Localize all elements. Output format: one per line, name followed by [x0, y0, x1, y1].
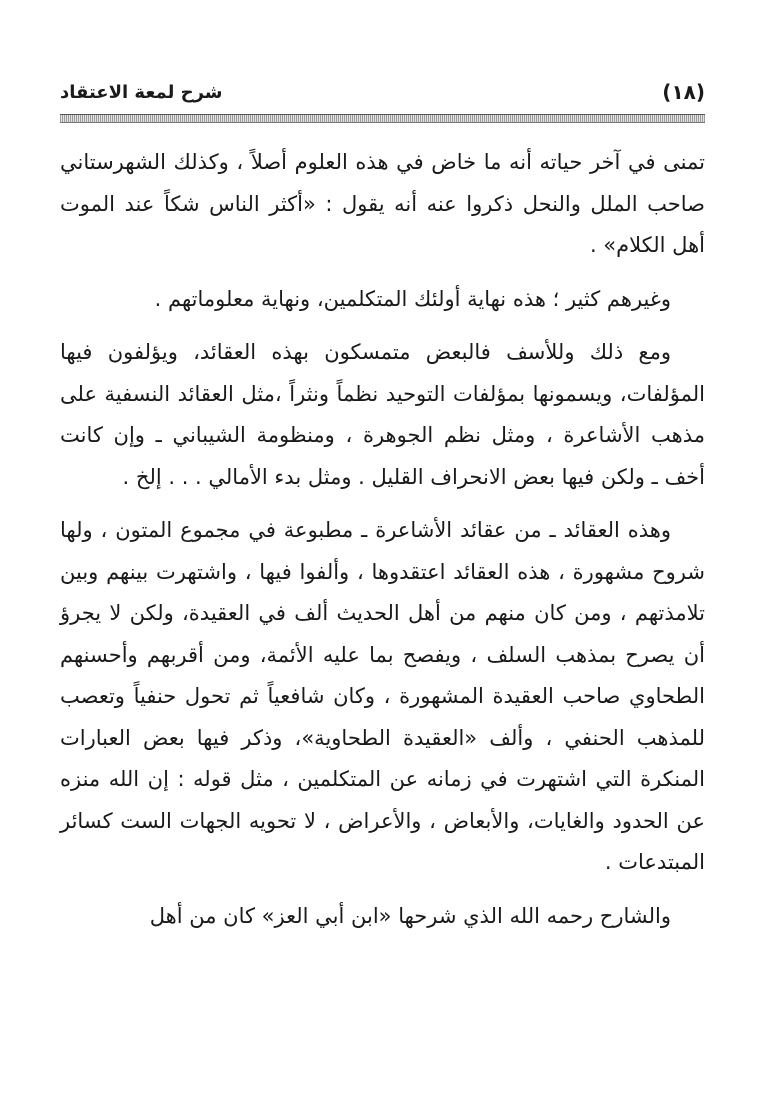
header-rule [60, 114, 705, 123]
body-text [60, 142, 705, 949]
page-number: (١٨) [662, 80, 705, 104]
page-header [60, 80, 705, 110]
running-title: شرح لمعة الاعتقاد [60, 82, 223, 103]
paragraph-5: والشارح رحمه الله الذي شرحها «ابن أبي العز» كان من أهل [149, 903, 671, 928]
paragraph-4: وهذه العقائد ـ من عقائد الأشاعرة ـ مطبوعة في مجموع المتون ، ولها شروح مشهورة ، هذه العقائد اعتقدوها ، وألفوا فيها ، واشتهرت بينهم وبين تلامذتهم ، ومن كان منهم من أهل الحديث ألف في العقيدة، ولكن لا يجرؤ أن يصرح بمذهب السلف ، ويفصح بما عليه الأئمة، ومن أقربهم وأحسنهم الطحاوي صاحب العقيدة المشهورة ، وكان شافعياً ثم تحول حنفياً وتعصب للمذهب الحنفي ، وألف «العقيدة الطحاوية»، وذكر فيها بعض العبارات المنكرة التي اشتهرت في زمانه عن المتكلمين ، مثل قوله : إن الله منزه عن الحدود والغايات، والأبعاض ، والأعراض ، لا تحويه الجهات الست كسائر المبتدعات . [60, 518, 705, 874]
paragraph-1: تمنى في آخر حياته أنه ما خاض في هذه العلوم أصلاً ، وكذلك الشهرستاني صاحب الملل والنحل ذكروا عنه أنه يقول : «أكثر الناس شكاً عند الموت أهل الكلام» . [60, 150, 705, 257]
paragraph-3: ومع ذلك وللأسف فالبعض متمسكون بهذه العقائد، ويؤلفون فيها المؤلفات، ويسمونها بمؤلفات التوحيد نظماً ونثراً ،مثل العقائد النسفية على مذهب الأشاعرة ، ومثل نظم الجوهرة ، ومنظومة الشيباني ـ وإن كانت أخف ـ ولكن فيها بعض الانحراف القليل . ومثل بدء الأمالي . . . إلخ . [60, 340, 705, 489]
paragraph-2: وغيرهم كثير ؛ هذه نهاية أولئك المتكلمين، ونهاية معلوماتهم . [154, 286, 671, 311]
